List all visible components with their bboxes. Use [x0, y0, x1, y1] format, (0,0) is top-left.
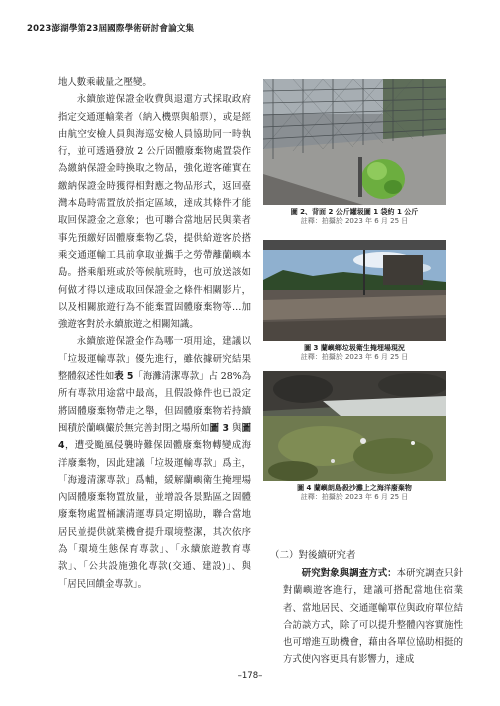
paragraph-4-body: 本研究調查只針對蘭嶼遊客進行，建議可搭配當地住宿業者、當地居民、交通運輸單位與政府單位結合訪談方式，除了可以提升整體內容實施性也可增進互助機會，藉由各單位協助相挺的方式使內容更具有影響力，達成: [283, 568, 463, 666]
figure-3: [263, 240, 446, 362]
figure-4-note: 註釋：拍攝於 2023 年 6 月 25 日: [300, 493, 409, 501]
figure-3-caption: [263, 344, 446, 362]
section-heading: （二）對後續研究者: [270, 550, 356, 561]
figure-3-note: 註釋：拍攝於 2023 年 6 月 25 日: [300, 353, 409, 361]
paragraph-4-lead: 研究對象與調查方式：: [301, 568, 397, 579]
figure-3-title: 圖 3 蘭嶼鄉垃圾衛生掩埋場現況: [304, 344, 405, 352]
paragraph-4: [283, 565, 463, 669]
figure-2: [263, 79, 446, 226]
body-text-left-column: [58, 74, 251, 593]
paragraph-1: 地人數乘載量之壓變。: [58, 77, 152, 88]
page-number: –178–: [237, 671, 263, 681]
figure-4-photo: [263, 371, 446, 481]
figure-4-reference: 圖 4: [58, 422, 251, 452]
paragraph-3-and: 與: [229, 422, 242, 434]
figure-2-caption: [263, 208, 446, 226]
paragraph-3-part-a: 永續旅遊保證金作為哪一項用途，建議以「垃圾運輸專款」優先進行，雖依據研究結果整體叙述性如: [58, 336, 251, 383]
paragraph-3: [58, 333, 251, 592]
body-text-right-column: [283, 565, 463, 669]
figure-2-photo: [263, 79, 446, 205]
figure-3-photo: [263, 240, 446, 341]
paragraph-2: 永續旅遊保證金收費與退還方式採取政府指定交通運輸業者（納入機票與船票），或是經由航空安檢人員與海巡安檢人員協助同一時執行，並可透過發放 2 公斤固體廢棄物處置袋作為繳納保證金時換取之物品，強化遊客確實在繳納保證金時獲得相對應之物品形式，返回臺灣本島時需置放於指定區域，達成其條件才能取回保證金之意象；也可聯合當地居民與業者事先預繳好固體廢棄物乙袋，提供給遊客於搭乘交通運輸工具前拿取並攜手之勞帶離蘭嶼本島。搭乘船班或於等候航班時，也可放送該如何做才得以達成取回保證金之條件相關影片，以及相關旅遊行為不能棄置固體廢棄物等…加強遊客對於永續旅遊之相關知識。: [58, 94, 251, 331]
table-5-reference: 表 5: [114, 371, 134, 383]
paragraph-3-part-b: 「海灘清潔專款」占 28%為所有專款用途當中最高，且假設條件也已設定將固體廢棄物帶走之舉，但固體廢棄物若持續囤積於蘭嶼儼於無完善封閉之場所如: [58, 371, 252, 434]
figure-4-title: 圖 4 蘭嶼朗島殺沙灘上之海洋廢棄物: [297, 484, 412, 492]
running-header: 2023澎湖學第23屆國際學術研討會論文集: [27, 24, 195, 34]
figure-3-reference: 圖 3: [209, 422, 230, 434]
figure-4: [263, 371, 446, 502]
paragraph-3-part-c: ，遭受颱風侵襲時難保固體廢棄物轉變成海洋廢棄物，因此建議「垃圾運輸專款」爲主，「海邊清潔專款」爲輔，緩解蘭嶼衛生掩埋場內固體廢棄物置放量，並增設各景點區之固體廢棄物處置桶讓清運專員定期協助，聯合當地居民並提供就業機會提升環境整潔，其次依序為「環境生態保育專款」、「永續旅遊教育專款」、「公共設施強化專款(交通、建設)」、與「居民回饋金專款」。: [58, 440, 251, 590]
figure-4-caption: [263, 484, 446, 502]
figure-2-title: 圖 2、背面 2 公斤罐圾圖 1 袋約 1 公斤: [290, 208, 419, 216]
figure-2-note: 註釋：拍攝於 2023 年 6 月 25 日: [300, 217, 409, 225]
